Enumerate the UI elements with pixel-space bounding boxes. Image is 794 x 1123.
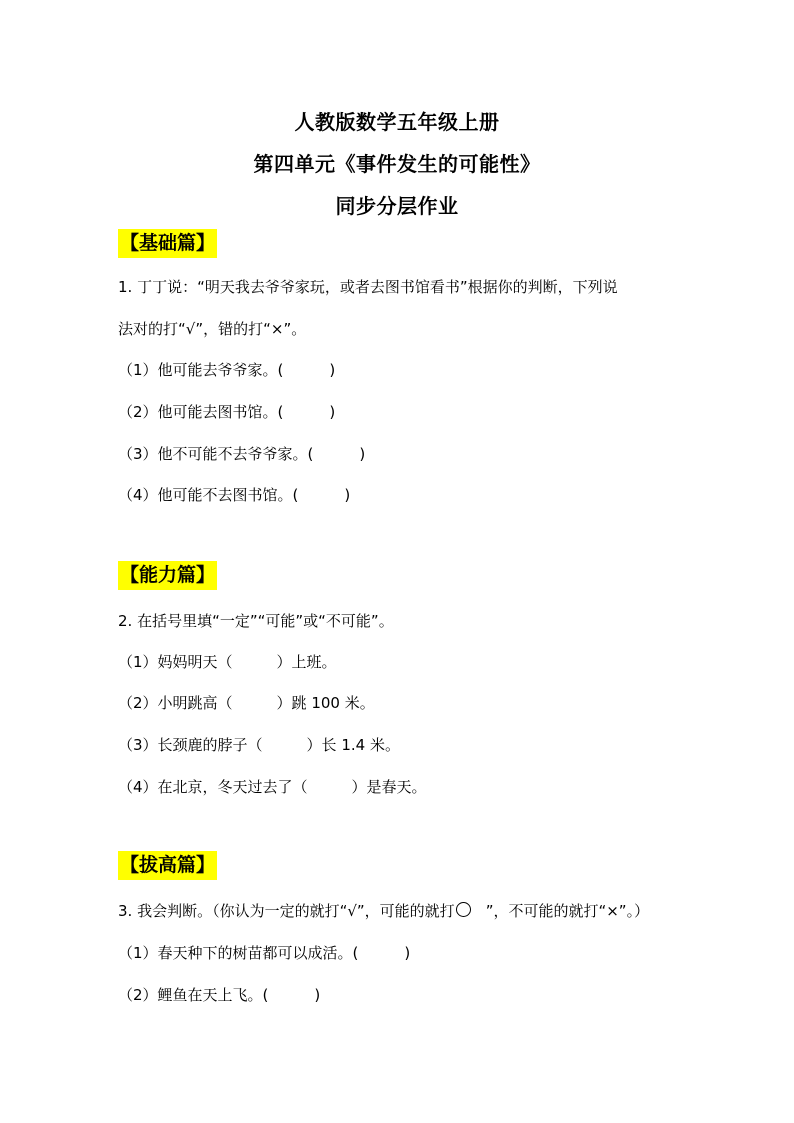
q2-stem: 2. 在括号里填“一定”“可能”或“不可能”。 [118, 612, 394, 630]
q3-item-2 [118, 984, 320, 1005]
q1-item-1 [118, 359, 335, 380]
q1-item-3 [118, 443, 365, 464]
q1-item-label: （1）他可能去爷爷家。( [118, 361, 284, 379]
circle-symbol-icon [456, 902, 471, 917]
q1-stem-line2: 法对的打“√”，错的打“×”。 [118, 320, 307, 338]
unit-title: 第四单元《事件发生的可能性》 [253, 152, 541, 176]
q2-item-after: ）跳 100 米。 [276, 694, 375, 712]
section-basic: 【基础篇】 [118, 229, 217, 258]
q1-stem-line1: 1. 丁丁说：“明天我去爷爷家玩，或者去图书馆看书”根据你的判断，下列说 [118, 278, 618, 296]
q2-item-1 [118, 651, 337, 672]
q2-item-3 [118, 734, 400, 755]
answer-blank-close: ) [359, 445, 366, 463]
q2-item-2 [118, 692, 375, 713]
q1-item-label: （3）他不可能不去爷爷家。( [118, 445, 314, 463]
section-advanced: 【拔高篇】 [118, 851, 217, 880]
q3-item-1 [118, 942, 410, 963]
q2-item-before: （3）长颈鹿的脖子（ [118, 736, 263, 754]
page-title: 人教版数学五年级上册 [294, 110, 500, 134]
q3-item-label: （2）鲤鱼在天上飞。( [118, 986, 269, 1004]
section-ability: 【能力篇】 [118, 561, 217, 590]
q1-item-2 [118, 401, 335, 422]
q3-stem-part2: ”，不可能的就打“×”。） [485, 902, 650, 920]
answer-blank-close: ) [314, 986, 321, 1004]
subtitle: 同步分层作业 [335, 194, 459, 218]
answer-blank-close: ) [404, 944, 411, 962]
q3-stem [118, 900, 649, 921]
q3-item-label: （1）春天种下的树苗都可以成活。( [118, 944, 359, 962]
answer-blank-close: ) [344, 486, 351, 504]
q1-item-label: （2）他可能去图书馆。( [118, 403, 284, 421]
q2-item-before: （4）在北京，冬天过去了（ [118, 778, 308, 796]
q2-item-before: （2）小明跳高（ [118, 694, 233, 712]
q2-item-before: （1）妈妈明天（ [118, 653, 233, 671]
q1-item-4 [118, 484, 350, 505]
q3-stem-part1: 3. 我会判断。（你认为一定的就打“√”，可能的就打 [118, 902, 455, 920]
q2-item-after: ）上班。 [276, 653, 337, 671]
q2-item-after: ）是春天。 [351, 778, 427, 796]
q2-item-4 [118, 776, 427, 797]
answer-blank-close: ) [329, 403, 336, 421]
q1-item-label: （4）他可能不去图书馆。( [118, 486, 299, 504]
answer-blank-close: ) [329, 361, 336, 379]
q2-item-after: ）长 1.4 米。 [306, 736, 400, 754]
